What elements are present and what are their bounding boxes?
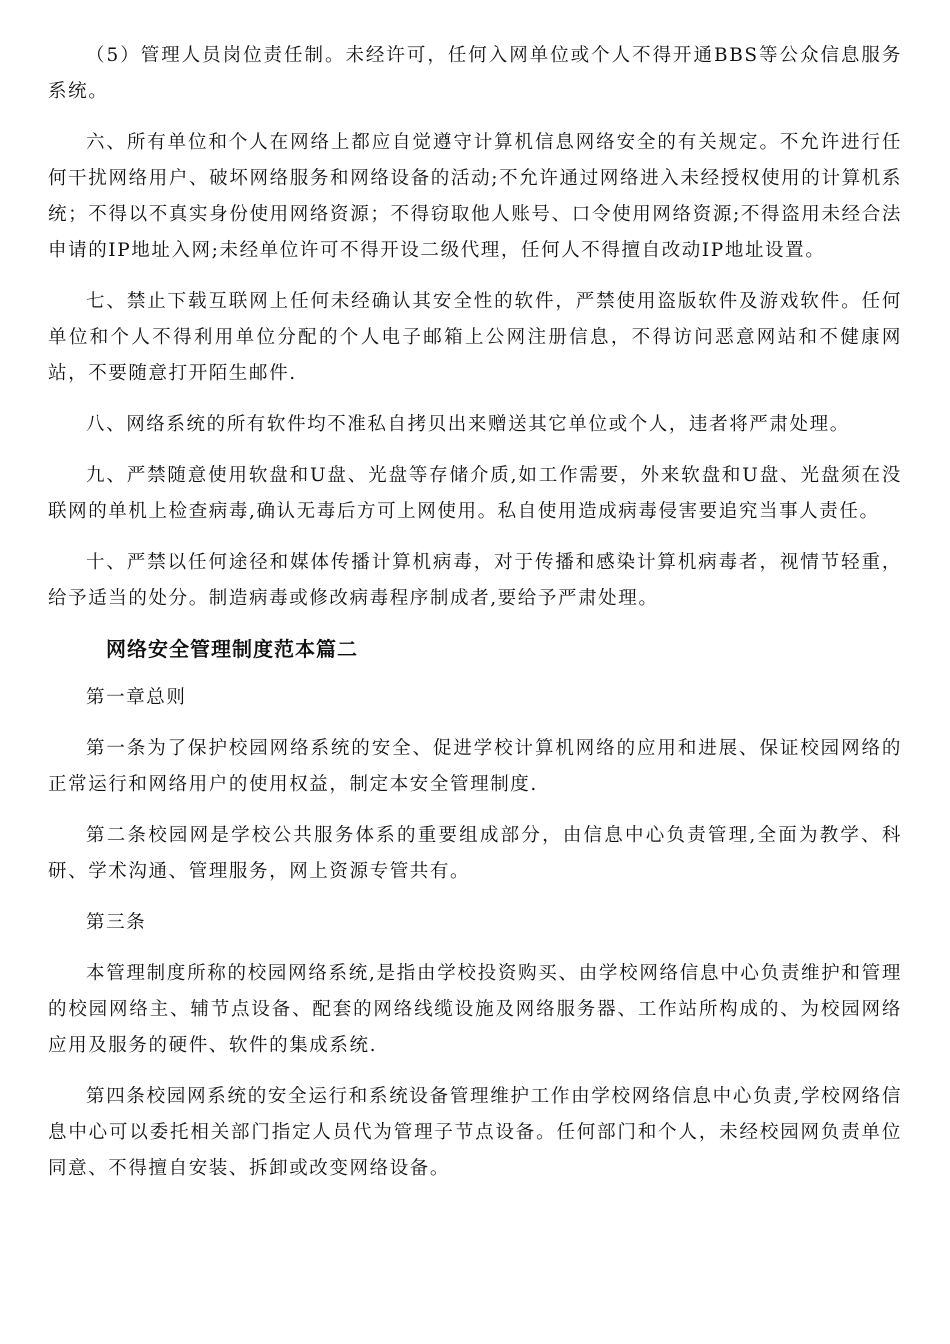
paragraph-clause-3-title: 第三条 [86,912,147,933]
section-heading: 网络安全管理制度范本篇二 [106,637,358,661]
paragraph-article-7: 七、禁止下载互联网上任何未经确认其安全性的软件，严禁使用盗版软件及游戏软件。任何单位和个人不得利用单位分配的个人电子邮箱上公网注册信息，不得访问恶意网站和不健康网站，不要随意打开陌生邮件. [48,291,902,384]
paragraph-clause-1: 第一条为了保护校园网络系统的安全、促进学校计算机网络的应用和进展、保证校园网络的正常运行和网络用户的使用权益，制定本安全管理制度. [48,738,902,795]
paragraph-management-duty: （5）管理人员岗位责任制。未经许可，任何入网单位或个人不得开通BBS等公众信息服务系统。 [48,45,902,102]
chapter-title: 第一章总则 [86,687,187,708]
paragraph-clause-2: 第二条校园网是学校公共服务体系的重要组成部分，由信息中心负责管理,全面为教学、科研、学术沟通、管理服务，网上资源专管共有。 [48,825,902,882]
paragraph-article-8: 八、网络系统的所有软件均不准私自拷贝出来赠送其它单位或个人，违者将严肃处理。 [86,414,850,435]
paragraph-clause-4: 第四条校园网系统的安全运行和系统设备管理维护工作由学校网络信息中心负责,学校网络信息中心可以委托相关部门指定人员代为管理子节点设备。任何部门和个人，未经校园网负责单位同意、不得擅自安装、拆卸或改变网络设备。 [48,1086,902,1179]
paragraph-article-6: 六、所有单位和个人在网络上都应自觉遵守计算机信息网络安全的有关规定。不允许进行任何干扰网络用户、破坏网络服务和网络设备的活动;不允许通过网络进入未经授权使用的计算机系统；不得以不真实身份使用网络资源；不得窃取他人账号、口令使用网络资源;不得盗用未经合法申请的IP地址入网;未经单位许可不得开设二级代理，任何人不得擅自改动IP地址设置。 [48,132,902,261]
paragraph-article-10: 十、严禁以任何途径和媒体传播计算机病毒，对于传播和感染计算机病毒者，视情节轻重，给予适当的处分。制造病毒或修改病毒程序制成者,要给予严肃处理。 [48,552,902,609]
paragraph-clause-3-body: 本管理制度所称的校园网络系统,是指由学校投资购买、由学校网络信息中心负责维护和管理的校园网络主、辅节点设备、配套的网络线缆设施及网络服务器、工作站所构成的、为校园网络应用及服务的硬件、软件的集成系统. [48,963,902,1056]
paragraph-article-9: 九、严禁随意使用软盘和U盘、光盘等存储介质,如工作需要，外来软盘和U盘、光盘须在没联网的单机上检查病毒,确认无毒后方可上网使用。私自使用造成病毒侵害要追究当事人责任。 [48,465,902,522]
